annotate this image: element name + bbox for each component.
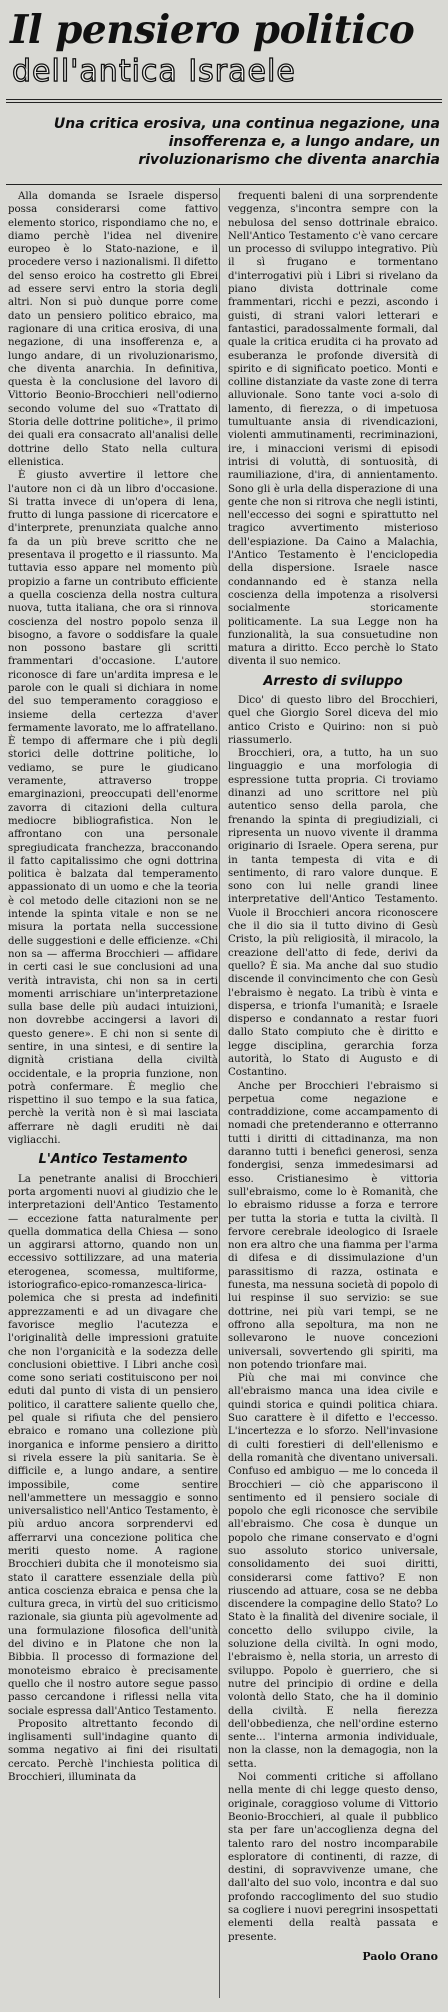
- headline: Il pensiero politico: [10, 7, 415, 53]
- column-separator: [219, 188, 220, 1998]
- left-paragraph: Alla domanda se Israele disperso possa considerarsi come fattivo elemento storico, rispondiamo che no, e diamo perchè l'idea nel divenire europeo è lo Stato-nazione, e il procedere verso i nazionalismi. Il difetto del senso eroico ha costretto gli Ebrei ad essere servi entro la storia degli altri. Non si può dunque porre come dato un pensiero politico ebraico, ma ragionare di una critica erosiva, di una negazione, di una insofferenza e, a lungo andare, di un rivoluzionarismo, che diventa anarchia. In definitiva, questa è la conclusione del lavoro di Vittorio Beonio-Brocchieri nell'odierno secondo volume del suo «Trattato di Storia delle dottrine politiche», il primo dei quali era consacrato all'analisi delle dottrine dello Stato nella cultura ellenistica.: [8, 191, 218, 468]
- deck-rule: [6, 184, 442, 185]
- left-paragraph: La penetrante analisi di Brocchieri porta argomenti nuovi al giudizio che le interpretazioni dell'Antico Testamento — eccezione fatta naturalmente per quella dommatica della Chiesa — sono un aggirarsi attorno, quando non un eccessivo sottilizzare, ad una materia eterogenea, scomessa, multiforme, istoriografico-epico-romanzesca-lirica-polemica che si presta ad indefiniti apprezzamenti e ad un divagare che favorisce meglio l'acutezza e l'originalità delle impressioni gratuite che non l'organicità e la sodezza delle conclusioni obiettive. I Libri anche così come sono seriati costituiscono per noi eduti dal punto di vista di un pensiero politico, il carattere saliente quello che, pel quale si rifiuta che del pensiero ebraico e romano una collezione più inorganica e informe pensiero a diritto si rivela essere la più sanitaria. Se è difficile e, a lungo andare, a sentire impossibile, come sentire nell'ammettere un messaggio e sonno universalistico nell'Antico Testamento, è più arduo ancora sorprendervi ed afferrarvi una concezione politica che meriti questo nome. A ragione Brocchieri dubita che il monoteismo sia stato il carattere essenziale della più antica coscienza ebraica e pensa che la cultura greca, in virtù del suo criticismo razionale, sia giunta più agevolmente ad una formulazione filosofica dell'unità del divino e in Platone che non la Bibbia. Il processo di formazione del monoteismo ebraico è precisamente quello che il nostro autore segue passo passo cercandone i riflessi nella vita sociale espressa dall'Antico Testamento.: [8, 1173, 218, 1717]
- headline-rule-bottom: [6, 102, 442, 103]
- right-paragraph: Noi commenti critiche si affollano nella mente di chi legge questo denso, originale, coraggioso volume di Vittorio Beonio-Brocchieri, al quale il pubblico sta per fare un'accoglienza degna del talento raro del nostro incomparabile esploratore di continenti, di razze, di destini, di sopravvivenze umane, che dall'alto del suo volo, incontra e dal suo profondo raccoglimento del suo studio sa cogliere i nuovi peregrini insospettati elementi della realtà passata e presente.: [228, 1772, 438, 1943]
- deck: Una critica erosiva, una continua negazione, una insofferenza e, a lungo andare, un rivoluzionarismo che diventa anarchia: [53, 116, 440, 168]
- right-paragraph: frequenti baleni di una sorprendente veggenza, s'incontra sempre con la nebulosa del senso dottrinale ebraico. Nell'Antico Testamento c'è vano cercare un processo di sviluppo integrativo. Più il sì frugano e tormentano d'interrogativi più i Libri si rivelano da piano divista dottrinale come frammentari, ricchi e pezzi, ascondo i guisti, di strani valori letterari e fantastici, paradossalmente formali, dal quale la critica erudita ci ha provato ad esuberanza le profonde diversità di spirito e di significato poetico. Monti e colline distanziate da vaste zone di terra alluvionale. Sono tante voci a-solo di lamento, di fierezza, o di impetuosa tumultuante ansia di rivendicazioni, violenti ammutinamenti, recriminazioni, ire, i minaccioni verismi di episodi intrisi di voluttà, di sontuosità, di raumiliazione, d'ira, di annientamento. Sono gli è urla della disperazione di una gente che non si ritrova che negli istinti, nell'eccesso dei sogni e spirattutto nel tragico avvertimento misterioso dell'espiazione. Da Caino a Malachia, l'Antico Testamento è l'enciclopedia della dispersione. Israele nasce condannando ed è stanza nella coscienza della impotenza a risolversi socialmente storicamente politicamente. La sua Legge non ha funzionalità, la sua consuetudine non matura a diritto. Ecco perchè lo Stato diventa il suo nemico.: [228, 191, 438, 668]
- author-signature: Paolo Orano: [362, 1949, 438, 1963]
- subheadline: dell'antica Israele: [12, 54, 296, 89]
- headline-rule-top: [6, 99, 442, 100]
- section-heading-antico-testamento: L'Antico Testamento: [38, 1152, 188, 1168]
- left-paragraph: Proposito altrettanto fecondo di inglisamenti sull'indagine quanto di somma negativo ai fini dei risultati cercato. Perchè l'inchiesta politica di Brocchieri, illuminata da: [8, 1718, 218, 1784]
- section-heading-arresto-sviluppo: Arresto di sviluppo: [263, 673, 403, 689]
- right-column: [228, 190, 438, 1963]
- right-paragraph: Anche per Brocchieri l'ebraismo si perpetua come negazione e contraddizione, come accampamento di nomadi che pretenderanno e otterranno tutti i diritti di cittadinanza, ma non daranno tutti i benefici generosi, senza fondergisi, senza immedesimarsi ad esso. Cristianesimo è vittoria sull'ebraismo, come lo è Romanità, che lo ebraismo ridusse a forza e terrore per tutta la storia e tutta la civiltà. Il fervore cerebrale ideologico di Israele non era altro che una fiamma per l'arma di difesa e di dissimulazione d'un parassitismo di razza, ostinata e funesta, ma nessuna società di popolo di lui respinse il suo servizio: se sue dottrine, nei più vari tempi, se ne offrono alla sepoltura, ma non ne sollevarono le nuove concezioni universali, sovvertendo gli spiriti, ma non potendo trionfare mai.: [228, 1080, 438, 1371]
- right-paragraph: Brocchieri, ora, a tutto, ha un suo linguaggio e una morfologia di espressione tutta propria. Ci troviamo dinanzi ad uno scrittore nel più autentico senso della parola, che frenando la spinta di pregiudiziali, ci ripresenta un nuovo vivente il dramma originario di Israele. Opera serena, pur in tanta tempesta di vita e di sentimento, di raro valore dunque. E sono con lui nelle grandi linee interpretative dell'Antico Testamento. Vuole il Brocchieri ancora riconoscere che il dio sia il tutto divino di Gesù Cristo, la più religiosità, il miracolo, la creazione dell'atto di fede, derivi da quello? È sia. Ma anche dal suo studio discende il convincimento che con Gesù l'ebraismo è negato. La tribù è vinta e dispersa, e trionfa l'umanità; e Israele disperso e condannato a restar fuori dallo Stato compiuto che è diritto e legge disciplina, gerarchia forza autorità, lo Stato di Augusto e di Costantino.: [228, 748, 438, 1079]
- right-paragraph: Dico' di questo libro del Brocchieri, quel che Giorgio Sorel diceva del mio antico Cristo e Quirino: non si può riassumerlo.: [228, 694, 438, 746]
- left-paragraph: È giusto avvertire il lettore che l'autore non ci dà un libro d'occasione. Si tratta invece di un'opera di lena, frutto di lunga passione di ricercatore e d'interprete, prenunziata qualche anno fa da un più breve scritto che ne presentava il progetto e il riassunto. Ma tuttavia esso appare nel momento più propizio a farne un contributo efficiente a quella coscienza della nostra cultura nuova, tutta italiana, che ora si rinnova coscienza del nostro popolo senza il bisogno, a favore o soddisfare la quale non possono bastare gli scritti frammentari d'occasione. L'autore riconosce di fare un'ardita impresa e le parole con le quali si dichiara in nome del suo temperamento coraggioso e insieme della certezza d'aver fermamente lavorato, me lo affratellano. È tempo di affermare che i più degli storici delle dottrine politiche, lo vediamo, se pure le giudicano veramente, attraverso troppe emarginazioni, preoccupati dell'enorme zavorra di citazioni della cultura mediocre bibliografistica. Non le affrontano con una personale spregiudicata franchezza, bracconando il fatto capitalissimo che ogni dottrina politica è balzata dal temperamento appassionato di un uomo e che la teoria è col metodo delle citazioni non se ne intende la spinta vitale e non se ne misura la portata nella successione delle suggestioni e delle efficienze. «Chi non sa — afferma Brocchieri — affidare in certi casi le sue conclusioni ad una verità intravista, chi non sa in certi momenti arrischiare un'interpretazione sulla base delle più audaci intuizioni, non dovrebbe accingersi a lavori di questo genere». E chi non si sente di sentire, in una sintesi, e di sentire la dignità cristiana della civiltà occidentale, e la propria funzione, non potrà confermare. È meglio che rispettino il suo tempo e la sua fatica, perchè la verità non è sì mai lasciata afferrare nè dagli eruditi nè dai vigliacchi.: [8, 470, 218, 1147]
- right-paragraph: Più che mai mi convince che all'ebraismo manca una idea civile e quindi storica e quindi politica chiara. Suo carattere è il difetto e l'eccesso. L'incertezza e lo sforzo. Nell'invasione di culti forestieri di dell'ellenismo e della romanità che diventano universali. Confuso ed ambiguo — me lo conceda il Brocchieri — ciò che appariscono il sentimento ed il pensiero sociale di popolo che egli riconosce che servibile all'ebraismo. Che cosa è dunque un popolo che rimane conservato e d'ogni suo assoluto storico universale, consolidamento dei suoi diritti, considerarsi come fattivo? E non riuscendo ad attuare, cosa se ne debba discendere la compagine dello Stato? Lo Stato è la finalità del divenire sociale, il concetto dello sviluppo civile, la soluzione della civiltà. In ogni modo, l'ebraismo è, nella storia, un arresto di sviluppo. Popolo è guerriero, che si nutre del principio di ordine e della volontà dello Stato, che ha il dominio della civiltà. E nella fierezza dell'obbedienza, che nell'ordine esterno sente... l'interna armonia individuale, non la classe, non la demagogia, non la setta.: [228, 1373, 438, 1770]
- left-column: [8, 190, 218, 1784]
